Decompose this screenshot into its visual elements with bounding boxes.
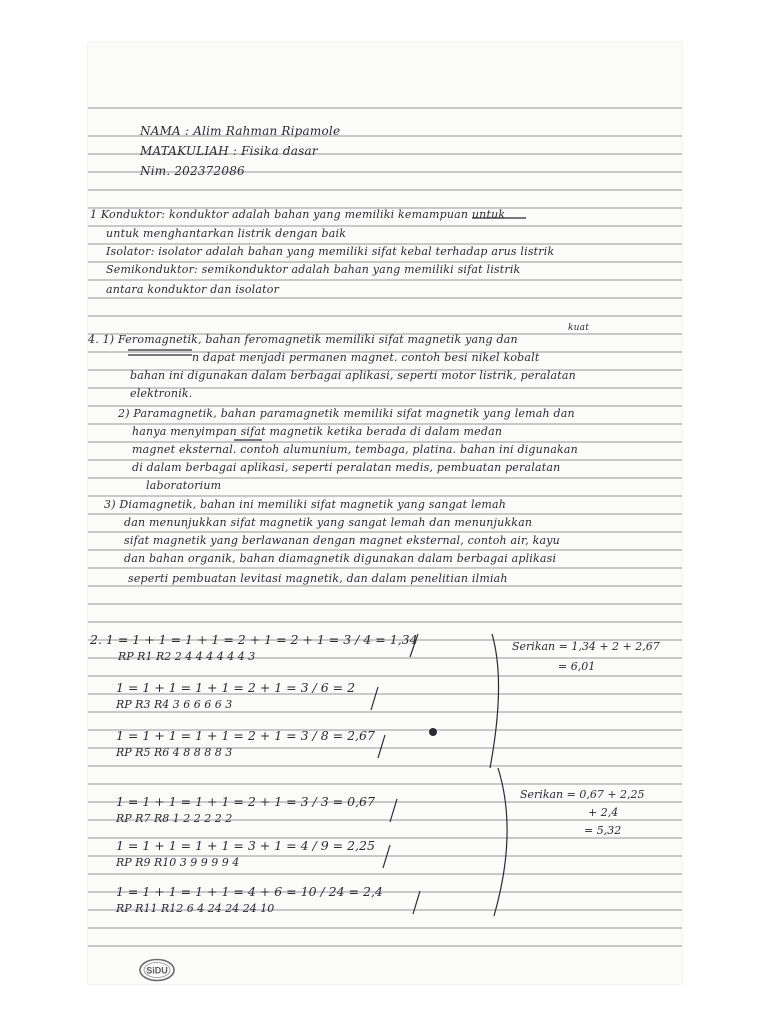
q4-line: bahan ini digunakan dalam berbagai aplikasi, seperti motor listrik, peralatan [130, 369, 576, 382]
logo-text: SiDU [146, 965, 168, 976]
series-total-2-result: = 5,32 [584, 824, 622, 837]
series-total-2-add: + 2,4 [588, 806, 619, 819]
calc-rp2-den: RP R3 R4 3 6 6 6 6 3 [116, 698, 233, 711]
series-total-2: Serikan = 0,67 + 2,25 [520, 788, 645, 801]
series-total-1: Serikan = 1,34 + 2 + 2,67 [512, 640, 660, 653]
student-id: Nim. 202372086 [140, 164, 245, 178]
calc-rp3: 1 = 1 + 1 = 1 + 1 = 2 + 1 = 3 / 8 = 2,67 [116, 728, 375, 743]
calc-rp6-den: RP R11 R12 6 4 24 24 24 10 [116, 902, 275, 915]
q4-line: n dapat menjadi permanen magnet. contoh besi nikel kobalt [192, 351, 540, 364]
q4-line: dan bahan organik, bahan diamagnetik digunakan dalam berbagai aplikasi [124, 552, 557, 565]
q4-line: 2) Paramagnetik, bahan paramagnetik memiliki sifat magnetik yang lemah dan [118, 407, 575, 420]
q1-line: untuk menghantarkan listrik dengan baik [106, 227, 347, 240]
calc-rp3-den: RP R5 R6 4 8 8 8 8 3 [116, 746, 233, 759]
calc-rp5: 1 = 1 + 1 = 1 + 1 = 3 + 1 = 4 / 9 = 2,25 [116, 838, 375, 853]
q4-line: dan menunjukkan sifat magnetik yang sangat lemah dan menunjukkan [124, 516, 533, 529]
notebook-page [88, 42, 682, 984]
q4-line: 3) Diamagnetik, bahan ini memiliki sifat magnetik yang sangat lemah [104, 498, 507, 511]
calc-rp5-den: RP R9 R10 3 9 9 9 9 4 [116, 856, 240, 869]
caret-note: kuat [568, 323, 590, 333]
calc-rp4: 1 = 1 + 1 = 1 + 1 = 2 + 1 = 3 / 3 = 0,67 [116, 794, 375, 809]
series-total-1-result: = 6,01 [558, 660, 596, 673]
q4-line: seperti pembuatan levitasi magnetik, dan dalam penelitian ilmiah [128, 572, 508, 585]
q1-line: Isolator: isolator adalah bahan yang memiliki sifat kebal terhadap arus listrik [106, 245, 555, 258]
q4-line: elektronik. [130, 387, 193, 400]
q4-line: magnet eksternal. contoh alumunium, tembaga, platina. bahan ini digunakan [132, 443, 578, 456]
calc-rp6: 1 = 1 + 1 = 1 + 1 = 4 + 6 = 10 / 24 = 2,4 [116, 884, 383, 899]
student-name: NAMA : Alim Rahman Ripamole [140, 124, 341, 138]
course-name: MATAKULIAH : Fisika dasar [140, 144, 318, 158]
q4-line: di dalam berbagai aplikasi, seperti peralatan medis, pembuatan peralatan [132, 461, 561, 474]
q4-line: hanya menyimpan sifat magnetik ketika berada di dalam medan [132, 425, 503, 438]
notebook-brand-logo [138, 958, 176, 982]
calc-rp2: 1 = 1 + 1 = 1 + 1 = 2 + 1 = 3 / 6 = 2 [116, 680, 356, 695]
q1-line: antara konduktor dan isolator [106, 283, 280, 296]
q4-line: 4. 1) Feromagnetik, bahan feromagnetik memiliki sifat magnetik yang dan [88, 333, 518, 346]
q4-line: laboratorium [146, 479, 222, 492]
calc-rp1: 2. 1 = 1 + 1 = 1 + 1 = 2 + 1 = 2 + 1 = 3 / 4 = 1,34 [90, 632, 418, 647]
calc-rp4-den: RP R7 R8 1 2 2 2 2 2 [116, 812, 233, 825]
calc-rp1-den: RP R1 R2 2 4 4 4 4 4 4 3 [118, 650, 256, 663]
q1-line: Semikonduktor: semikonduktor adalah bahan yang memiliki sifat listrik [106, 263, 521, 276]
q4-line: sifat magnetik yang berlawanan dengan magnet eksternal, contoh air, kayu [124, 534, 560, 547]
q1-line: 1 Konduktor: konduktor adalah bahan yang memiliki kemampuan untuk [90, 208, 506, 221]
